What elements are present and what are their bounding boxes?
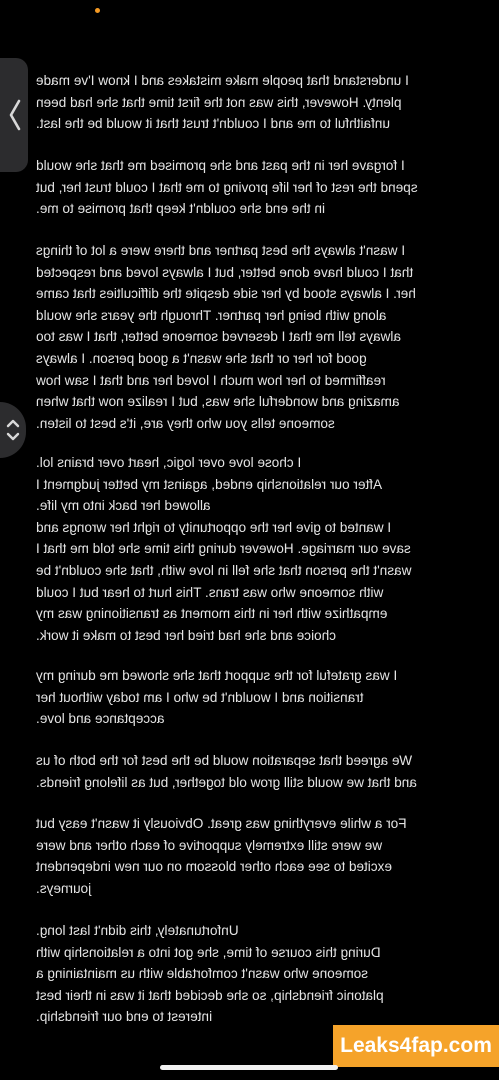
text-line: Unfortunately, this didn't last long.	[36, 923, 239, 938]
text-line: I was grateful for the support that she showed me during my	[36, 668, 398, 683]
text-line: reaffirmed to her how much I loved her and that I saw how	[36, 372, 386, 388]
text-line: allowed her back into my life.	[36, 498, 211, 514]
text-line: save our marriage. However during this time she told me that I	[36, 541, 411, 557]
text-line: journeys.	[36, 880, 92, 896]
paragraph-5	[36, 665, 466, 730]
paragraph-4	[36, 452, 466, 646]
paragraph-3	[36, 240, 466, 434]
text-line: interest to end our friendship.	[36, 1009, 213, 1025]
text-line: I wasn't always the best partner and there were a lot of things	[36, 243, 406, 258]
text-line: spend the rest of her life proving to me that I could trust her, but	[36, 179, 418, 195]
text-line: After our relationship ended, against my better judgment I	[36, 476, 383, 492]
text-line: always tell me that I deserved someone better, that I was too	[36, 329, 401, 345]
text-line: transition and I wouldn't be who I am today without her	[36, 689, 364, 705]
text-line: platonic friendship, so she decided that it was in their best	[36, 987, 384, 1003]
text-line: I understand that people make mistakes and I know I've made	[36, 73, 409, 88]
text-line: someone tells you who they are, it's best to listen.	[36, 415, 335, 431]
paragraph-7	[36, 813, 466, 899]
text-line: good for her or that she wasn't a good person. I always	[36, 350, 367, 366]
text-line: amazing and wonderful she was, but I realize now that when	[36, 394, 400, 410]
home-indicator[interactable]	[160, 1065, 338, 1070]
paragraph-2	[36, 155, 466, 220]
paragraph-6	[36, 750, 466, 793]
text-line: I forgave her in the past and she promised me that she would	[36, 158, 405, 173]
text-line: unfaithful to me and I couldn't trust that it would be the last.	[36, 116, 390, 132]
text-line: someone who wasn't comfortable with us maintaining a	[36, 966, 369, 982]
text-line: For a while everything was great. Obviously it wasn't easy but	[36, 816, 407, 831]
text-line: plenty. However, this was not the first time that she had been	[36, 94, 402, 110]
text-line: We agreed that separation would be the best for the both of us	[36, 753, 413, 768]
text-line: I wanted to give her the opportunity to right her wrongs and	[36, 519, 392, 535]
text-line: I chose love over logic, heart over brains lol.	[36, 455, 302, 470]
paragraph-1	[36, 70, 466, 135]
text-line: excited to see each other blossom on our new independent	[36, 859, 392, 875]
text-line: in the end she couldn't keep that promise to me.	[36, 201, 325, 217]
text-line: wasn't the person that she fell in love with, that she couldn't be	[36, 562, 412, 578]
text-line: acceptance and love.	[36, 711, 165, 727]
text-line: empathize with her in this moment as transitioning was my	[36, 606, 388, 622]
text-line: that I could have done better, but I always loved and respected	[36, 264, 414, 280]
text-line: During this course of time, she got into a relationship with	[36, 944, 381, 960]
text-line: with someone who was trans. This hurt to hear but I could	[36, 584, 384, 600]
text-line: we were still extremely supportive of each other and were	[36, 837, 383, 853]
text-line: and that we would still grow old together, but as lifelong friends.	[36, 774, 417, 790]
watermark-banner: Leaks4fap.com	[333, 1025, 499, 1067]
text-line: her. I always stood by her side despite the difficulties that came	[36, 286, 416, 302]
text-line: choice and she had tried her best to make it work.	[36, 627, 336, 643]
text-line: along with being her partner. Through the years she would	[36, 307, 387, 323]
paragraph-8	[36, 920, 466, 1028]
